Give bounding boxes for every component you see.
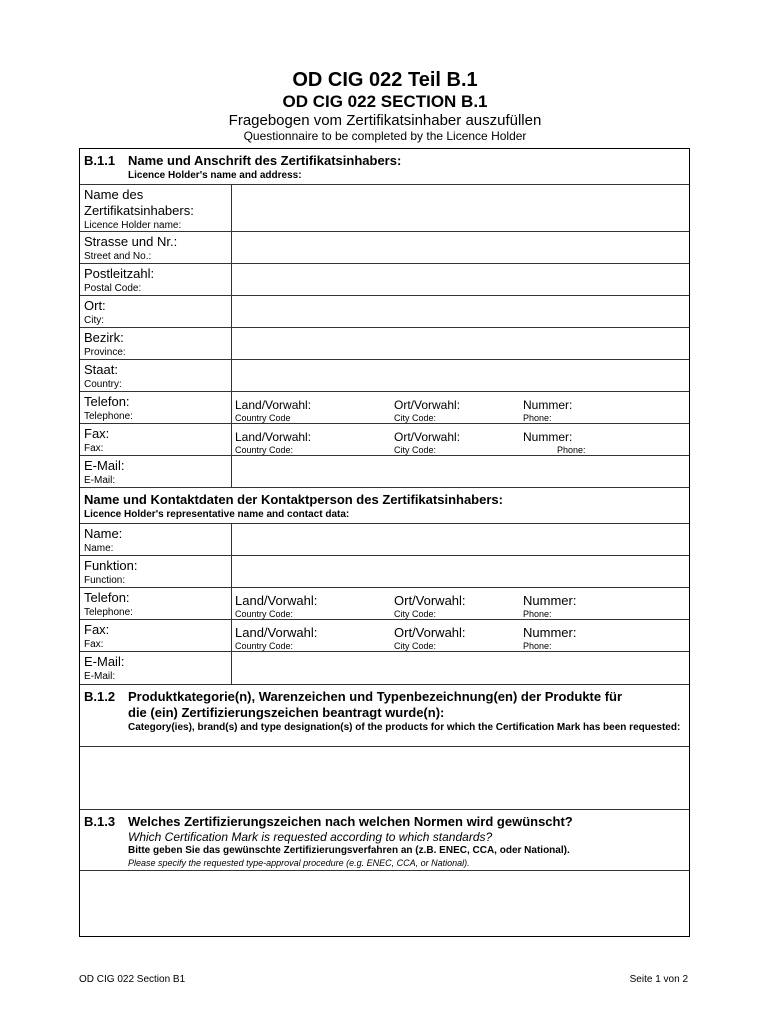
city-code-label-en: City Code: xyxy=(394,445,437,455)
field-label-en: Function: xyxy=(84,575,126,586)
contact-row-telephone xyxy=(80,588,689,620)
footer-document-id: OD CIG 022 Section B1 xyxy=(79,974,186,985)
document-title: OD CIG 022 Teil B.1 xyxy=(292,69,478,91)
field-label-de: Bezirk: xyxy=(84,330,124,345)
field-label-en: Postal Code: xyxy=(84,283,142,294)
field-label-en: City: xyxy=(84,315,104,326)
country-code-label-en: Country Code: xyxy=(235,641,294,651)
field-label-de: Telefon: xyxy=(84,590,130,605)
field-row-country xyxy=(80,360,689,392)
field-label-de: Name des Zertifikatsinhabers: xyxy=(84,187,194,218)
country-code-label: Land/Vorwahl: xyxy=(235,593,318,608)
section-title-en: Licence Holder's name and address: xyxy=(128,170,302,181)
section-title-de: Name und Anschrift des Zertifikatsinhabers: xyxy=(128,153,402,168)
field-label-en: Fax: xyxy=(84,639,104,650)
contact-section-header xyxy=(80,488,689,524)
city-code-label-en: City Code: xyxy=(394,609,437,619)
section-b11-header xyxy=(80,149,689,185)
number-label: Nummer: xyxy=(523,625,577,640)
document-header xyxy=(0,68,770,144)
section-number: B.1.1 xyxy=(84,153,116,168)
field-row-telephone xyxy=(80,392,689,424)
country-code-label-en: Country Code: xyxy=(235,445,294,455)
country-code-label: Land/Vorwahl: xyxy=(235,430,312,444)
section-note-de: Bitte geben Sie das gewünschte Zertifizierungsverfahren an (z.B. ENEC, CCA, oder National). xyxy=(128,845,570,856)
document-subtitle: OD CIG 022 SECTION B.1 xyxy=(282,92,488,111)
questionnaire-form xyxy=(79,148,690,937)
country-code-label: Land/Vorwahl: xyxy=(235,398,312,412)
field-label-de: Strasse und Nr.: xyxy=(84,234,178,249)
section-note-en: Please specify the requested type-approval procedure (e.g. ENEC, CCA, or National). xyxy=(128,858,470,868)
section-b12-answer-field[interactable] xyxy=(80,747,689,810)
number-label-en: Phone: xyxy=(523,641,552,651)
city-code-label: Ort/Vorwahl: xyxy=(394,398,461,412)
field-row-province xyxy=(80,328,689,360)
contact-title-en: Licence Holder's representative name and contact data: xyxy=(84,509,350,520)
contact-row-name xyxy=(80,524,689,556)
number-label-en: Phone: xyxy=(557,445,586,455)
field-label-de: Telefon: xyxy=(84,394,130,409)
field-row-postal-code xyxy=(80,264,689,296)
footer-page-number: Seite 1 von 2 xyxy=(629,974,688,985)
city-code-label-en: City Code: xyxy=(394,413,437,423)
field-label-en: Licence Holder name: xyxy=(84,220,182,231)
section-title-en: Category(ies), brand(s) and type designation(s) of the products for which the Certification Mark has been requested: xyxy=(128,722,681,733)
field-label-en: Street and No.: xyxy=(84,251,152,262)
contact-row-email xyxy=(80,652,689,685)
field-label-de: Fax: xyxy=(84,426,110,441)
section-b13-answer-field[interactable] xyxy=(80,871,689,935)
field-label-de: Ort: xyxy=(84,298,106,313)
number-label: Nummer: xyxy=(523,398,573,412)
field-label-en: E-Mail: xyxy=(84,475,116,486)
section-title-de-line2: die (ein) Zertifizierungszeichen beantragt wurde(n): xyxy=(128,705,445,720)
field-label-de: Funktion: xyxy=(84,558,138,573)
contact-title-de: Name und Kontaktdaten der Kontaktperson des Zertifikatsinhabers: xyxy=(84,492,503,507)
field-label-de: Postleitzahl: xyxy=(84,266,155,281)
country-code-label-en: Country Code: xyxy=(235,609,294,619)
field-row-holder-name xyxy=(80,185,689,232)
section-number: B.1.2 xyxy=(84,689,116,704)
section-b13-header xyxy=(80,810,689,871)
city-code-label: Ort/Vorwahl: xyxy=(394,625,466,640)
field-row-email xyxy=(80,456,689,488)
section-title-de: Welches Zertifizierungszeichen nach welchen Normen wird gewünscht? xyxy=(128,814,573,829)
number-label: Nummer: xyxy=(523,430,573,444)
field-label-de: Name: xyxy=(84,526,123,541)
field-label-en: E-Mail: xyxy=(84,671,116,682)
contact-row-function xyxy=(80,556,689,588)
heading-en: Questionnaire to be completed by the Licence Holder xyxy=(243,129,527,143)
number-label-en: Phone: xyxy=(523,609,552,619)
field-label-en: Name: xyxy=(84,543,114,554)
section-b12-header xyxy=(80,685,689,747)
field-label-en: Telephone: xyxy=(84,411,133,422)
field-label-en: Fax: xyxy=(84,443,104,454)
city-code-label: Ort/Vorwahl: xyxy=(394,430,461,444)
number-label: Nummer: xyxy=(523,593,577,608)
country-code-label: Land/Vorwahl: xyxy=(235,625,318,640)
city-code-label-en: City Code: xyxy=(394,641,437,651)
contact-row-fax xyxy=(80,620,689,652)
city-code-label: Ort/Vorwahl: xyxy=(394,593,466,608)
field-row-city xyxy=(80,296,689,328)
field-label-de: Fax: xyxy=(84,622,110,637)
field-label-en: Telephone: xyxy=(84,607,133,618)
country-code-label-en: Country Code xyxy=(235,413,291,423)
field-label-de: E-Mail: xyxy=(84,458,125,473)
field-label-de: Staat: xyxy=(84,362,118,377)
field-row-fax xyxy=(80,424,689,456)
field-row-street xyxy=(80,232,689,264)
field-label-en: Country: xyxy=(84,379,122,390)
field-label-de: E-Mail: xyxy=(84,654,125,669)
heading-de: Fragebogen vom Zertifikatsinhaber auszufüllen xyxy=(228,112,542,129)
field-label-en: Province: xyxy=(84,347,126,358)
section-title-de-line1: Produktkategorie(n), Warenzeichen und Typenbezeichnung(en) der Produkte für xyxy=(128,689,623,704)
section-title-en: Which Certification Mark is requested according to which standards? xyxy=(128,830,493,844)
section-number: B.1.3 xyxy=(84,814,116,829)
number-label-en: Phone: xyxy=(523,413,552,423)
